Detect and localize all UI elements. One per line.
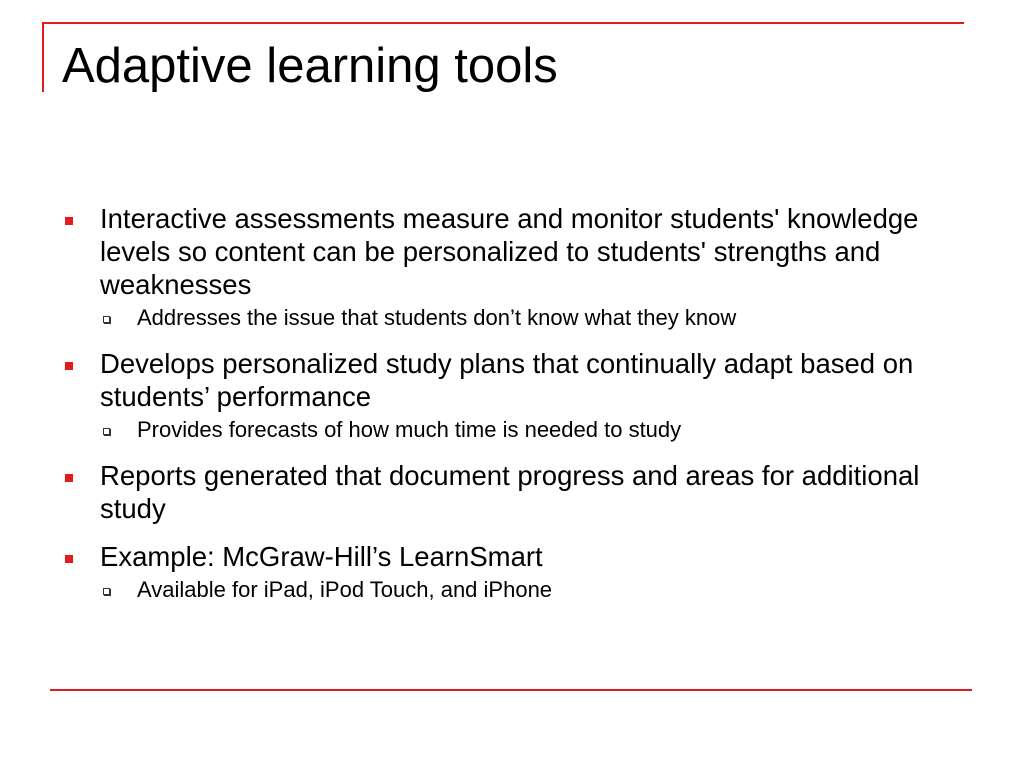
- bullet-item: [62, 540, 972, 573]
- bullet-list: [62, 202, 972, 619]
- hollow-square-bullet-icon: [103, 316, 110, 323]
- square-bullet-icon: [65, 555, 73, 563]
- sub-bullet-text: Provides forecasts of how much time is needed to study: [137, 417, 682, 442]
- bullet-item: [62, 459, 972, 525]
- square-bullet-icon: [65, 217, 73, 225]
- hollow-square-bullet-icon: [103, 588, 110, 595]
- square-bullet-icon: [65, 474, 73, 482]
- bullet-item: [62, 202, 972, 301]
- bullet-text: Interactive assessments measure and monitor students' knowledge levels so content can be personalized to students' strengths and weaknesses: [100, 203, 919, 300]
- sub-bullet-item: [62, 416, 972, 444]
- hollow-square-bullet-icon: [103, 428, 110, 435]
- bullet-text: Example: McGraw-Hill’s LearnSmart: [100, 541, 543, 572]
- bullet-text: Reports generated that document progress and areas for additional study: [100, 460, 920, 524]
- sub-bullet-text: Available for iPad, iPod Touch, and iPhone: [137, 577, 553, 602]
- bullet-text: Develops personalized study plans that continually adapt based on students’ performance: [100, 348, 914, 412]
- sub-bullet-text: Addresses the issue that students don’t know what they know: [137, 305, 737, 330]
- bullet-item: [62, 347, 972, 413]
- accent-line-top: [42, 22, 964, 24]
- slide-title: Adaptive learning tools: [62, 39, 558, 93]
- sub-bullet-item: [62, 304, 972, 332]
- accent-line-left: [42, 22, 44, 92]
- accent-line-bottom: [50, 689, 972, 691]
- square-bullet-icon: [65, 362, 73, 370]
- sub-bullet-item: [62, 576, 972, 604]
